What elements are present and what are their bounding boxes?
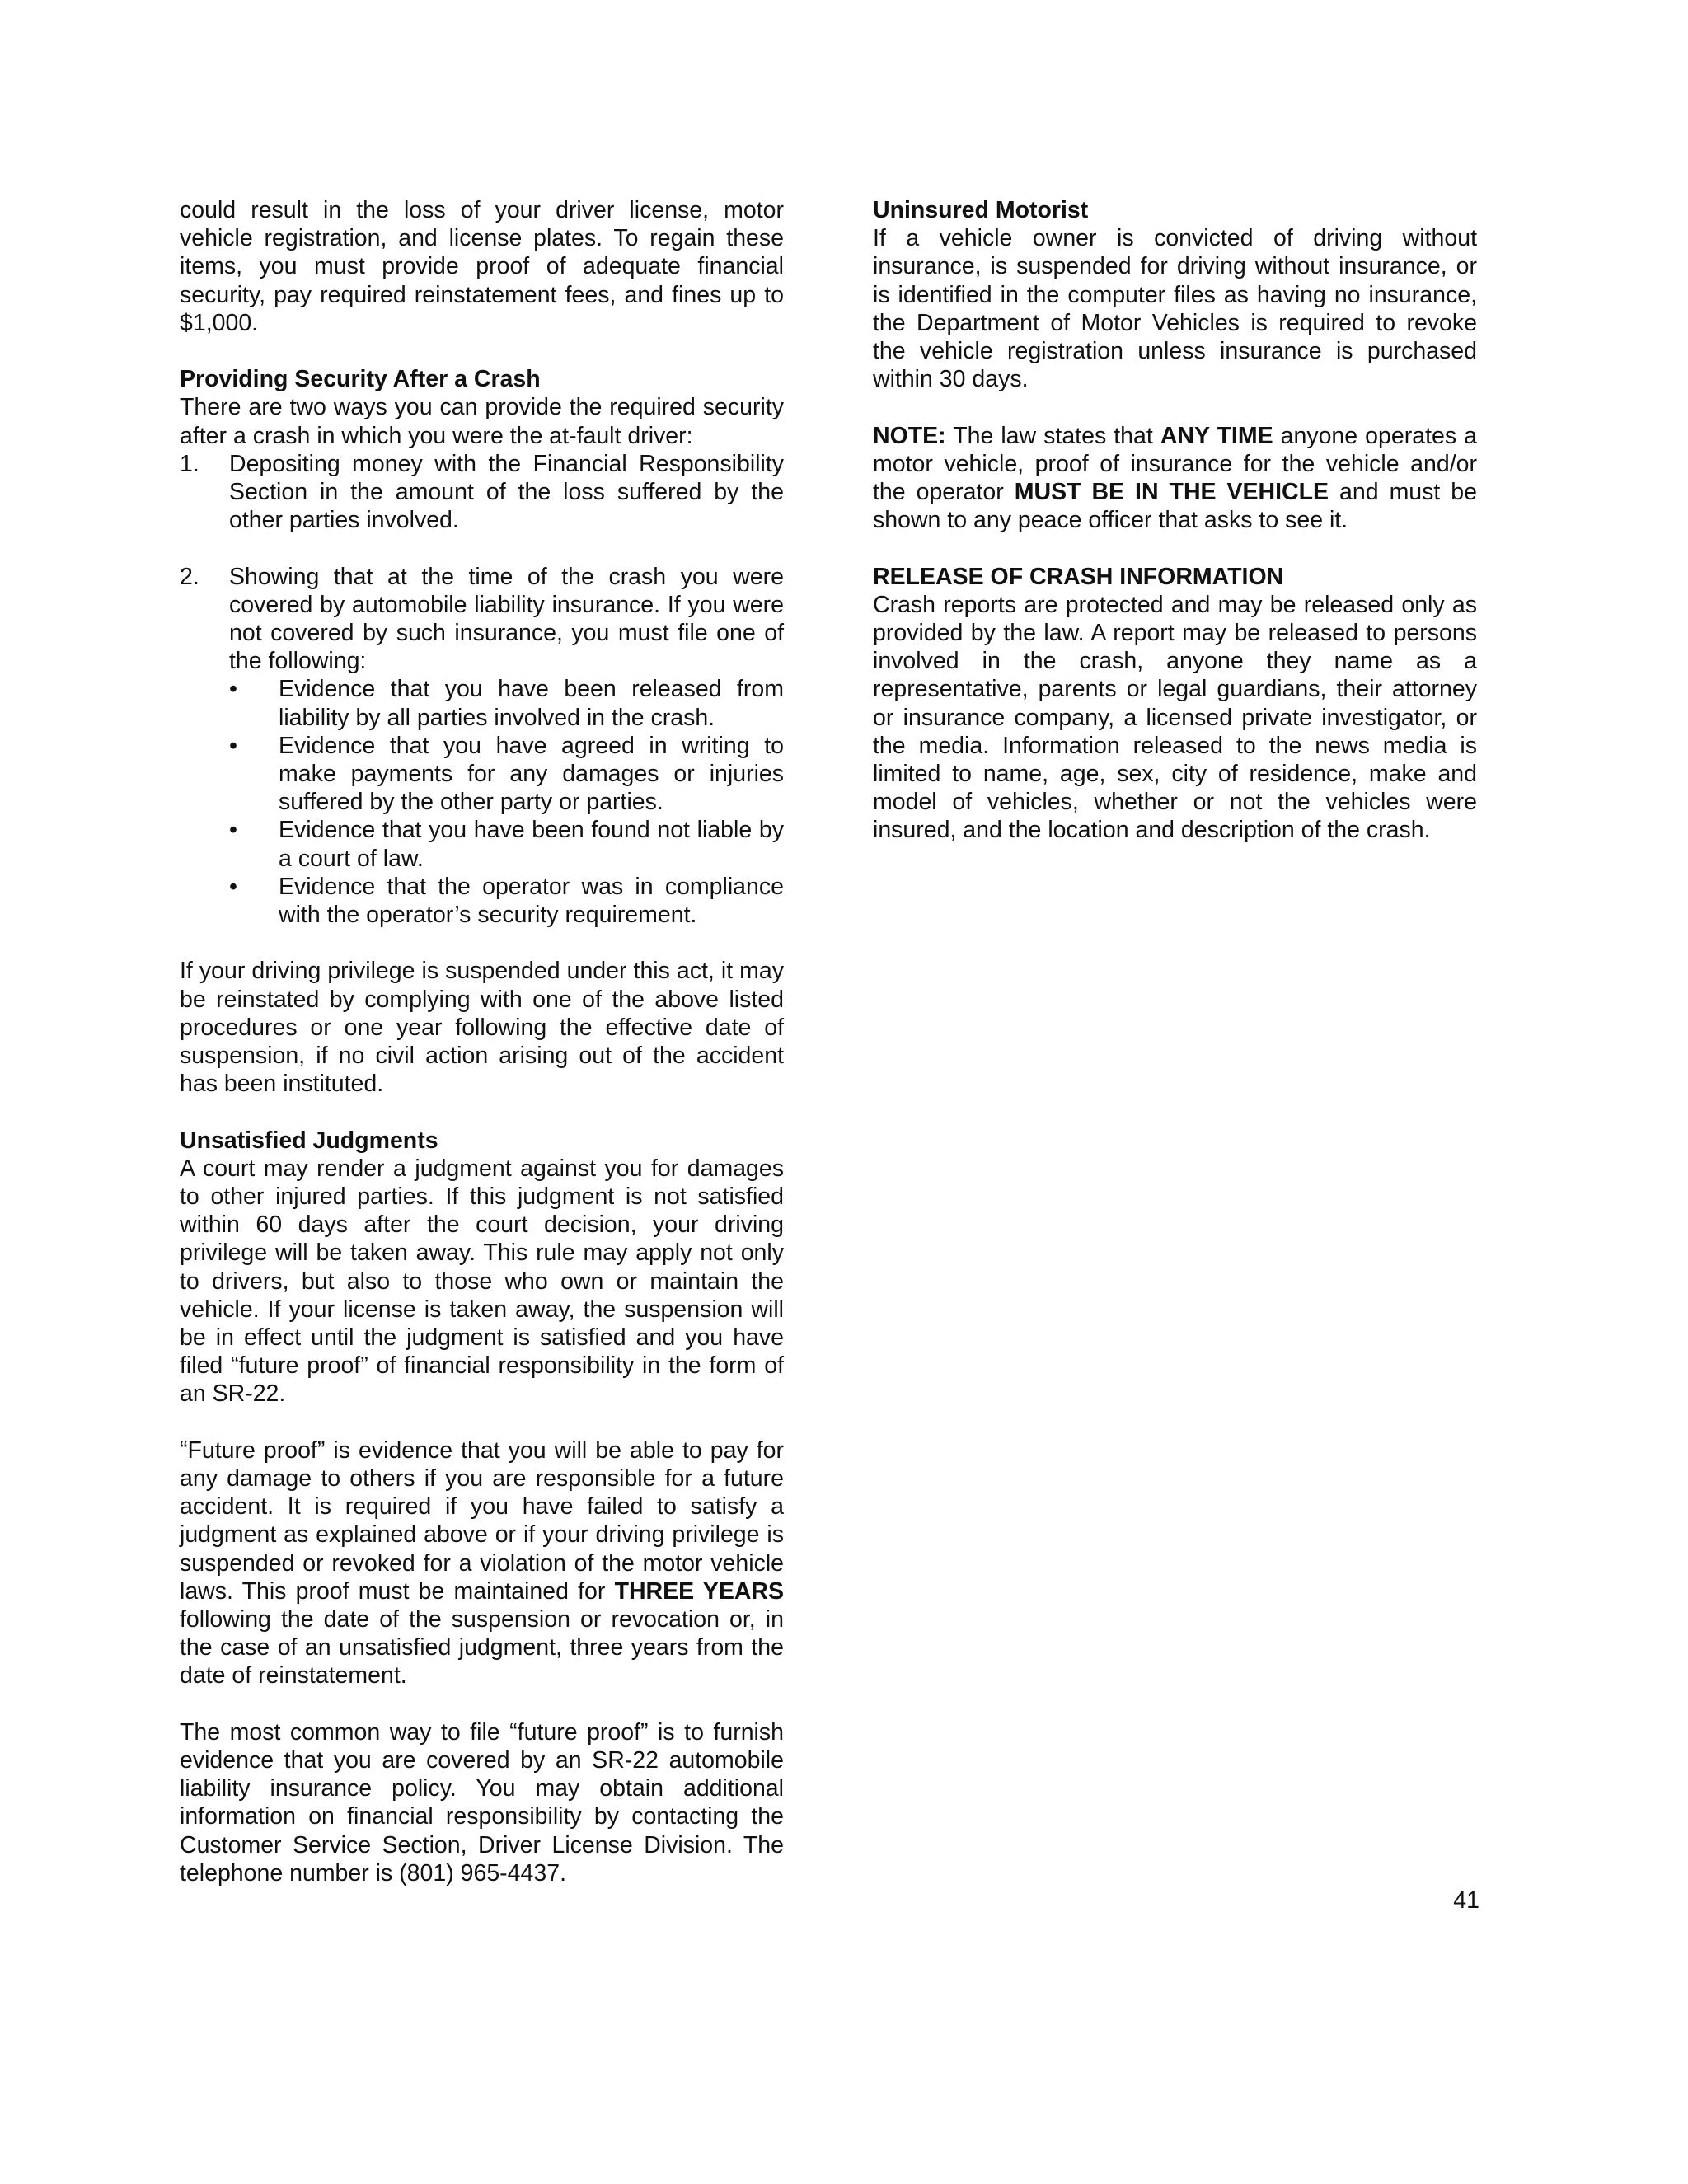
right-column bbox=[873, 196, 1477, 845]
future-proof-text-end: following the date of the suspension or revocation or, in the case of an unsatisfied judgment, three years from the date of reinstatement. bbox=[180, 1606, 784, 1690]
sr22-paragraph: The most common way to file “future proof” is to furnish evidence that you are covered by an SR-22 automobile liability insurance policy. You may obtain additional information on financial responsibility by contacting the Customer Service Section, Driver License Division. The telephone number is (801) 965-4437. bbox=[180, 1718, 784, 1886]
bullet-text: Evidence that you have agreed in writing to make payments for any damages or injuries suffered by the other party or parties. bbox=[279, 732, 784, 816]
spacer bbox=[180, 534, 784, 562]
numbered-item-1 bbox=[180, 450, 784, 535]
left-column bbox=[180, 196, 784, 1887]
spacer bbox=[180, 337, 784, 365]
item-number: 1. bbox=[180, 450, 199, 477]
bullet-text: Evidence that you have been found not liable by a court of law. bbox=[279, 817, 784, 872]
release-info-paragraph: Crash reports are protected and may be released only as provided by the law. A report may be released to persons involved in the crash, anyone they name as a representative, parents or legal guardians, their attorney or insurance company, a licensed private investigator, or the media. Information released to the news media is limited to name, age, sex, city of residence, make and model of vehicles, whether or not the vehicles were insured, and the location and description of the crash. bbox=[873, 591, 1477, 844]
bullet-icon: • bbox=[229, 817, 237, 844]
numbered-item-2 bbox=[180, 563, 784, 676]
three-years-emphasis: THREE YEARS bbox=[614, 1577, 785, 1605]
bullet-item bbox=[229, 816, 784, 872]
uninsured-motorist-heading: Uninsured Motorist bbox=[873, 197, 1089, 223]
in-vehicle-emphasis: MUST BE IN THE VEHICLE bbox=[1014, 479, 1329, 506]
evidence-bullet-list bbox=[180, 675, 784, 929]
spacer bbox=[180, 1098, 784, 1126]
spacer bbox=[180, 1408, 784, 1436]
bullet-icon: • bbox=[229, 732, 237, 759]
any-time-emphasis: ANY TIME bbox=[1160, 422, 1273, 449]
spacer bbox=[180, 929, 784, 957]
bullet-icon: • bbox=[229, 873, 237, 900]
note-text: and must be shown to any peace officer that asks to see it. bbox=[873, 479, 1478, 534]
bullet-item bbox=[229, 873, 784, 929]
bullet-text: Evidence that you have been released from liability by all parties involved in the crash. bbox=[279, 676, 784, 731]
item-text: Showing that at the time of the crash you were covered by automobile liability insurance. If you were not covered by such insurance, you must file one of the following: bbox=[229, 563, 784, 675]
note-text: anyone operates a motor vehicle, proof of insurance for the vehicle and/or the operator bbox=[873, 422, 1477, 506]
bullet-item bbox=[229, 732, 784, 817]
item-text: Depositing money with the Financial Responsibility Section in the amount of the loss suffered by the other parties involved. bbox=[229, 450, 784, 534]
spacer bbox=[180, 1690, 784, 1718]
bullet-icon: • bbox=[229, 676, 237, 703]
future-proof-paragraph bbox=[180, 1436, 784, 1690]
judgments-paragraph: A court may render a judgment against you for damages to other injured parties. If this judgment is not satisfied within 60 days after the court decision, your driving privilege will be taken away. This rule may apply not only to drivers, but also to those who own or maintain the vehicle. If your license is taken away, the suspension will be in effect until the judgment is satisfied and you have filed “future proof” of financial responsibility in the form of an SR-22. bbox=[180, 1155, 784, 1408]
future-proof-text: “Future proof” is evidence that you will be able to pay for any damage to others if you are responsible for a future accident. It is required if you have failed to satisfy a judgment as explained above or if your driving privilege is suspended or revoked for a violation of the motor vehicle laws. This proof must be maintained for bbox=[180, 1436, 784, 1605]
note-paragraph bbox=[873, 422, 1477, 535]
spacer bbox=[873, 393, 1477, 421]
spacer bbox=[873, 534, 1477, 562]
release-info-heading: RELEASE OF CRASH INFORMATION bbox=[873, 563, 1284, 590]
item-number: 2. bbox=[180, 563, 199, 590]
page-number: 41 bbox=[1453, 1887, 1479, 1914]
intro-paragraph: could result in the loss of your driver license, motor vehicle registration, and license plates. To regain these items, you must provide proof of adequate financial security, pay required reinstatement fees, and fines up to $1,000. bbox=[180, 197, 784, 336]
providing-security-intro: There are two ways you can provide the required security after a crash in which you were the at-fault driver: bbox=[180, 394, 784, 449]
providing-security-heading: Providing Security After a Crash bbox=[180, 366, 541, 393]
unsatisfied-judgments-heading: Unsatisfied Judgments bbox=[180, 1127, 438, 1154]
note-text: The law states that bbox=[945, 422, 1160, 449]
bullet-item bbox=[229, 675, 784, 731]
suspension-paragraph: If your driving privilege is suspended under this act, it may be reinstated by complying with one of the above listed procedures or one year following the effective date of suspension, if no civil action arising out of the accident has been instituted. bbox=[180, 958, 784, 1098]
bullet-text: Evidence that the operator was in compliance with the operator’s security requirement. bbox=[279, 873, 784, 929]
note-label: NOTE: bbox=[873, 422, 946, 449]
uninsured-motorist-paragraph: If a vehicle owner is convicted of driving without insurance, is suspended for driving without insurance, or is identified in the computer files as having no insurance, the Department of Motor Vehicles is required to revoke the vehicle registration unless insurance is purchased within 30 days. bbox=[873, 225, 1477, 393]
